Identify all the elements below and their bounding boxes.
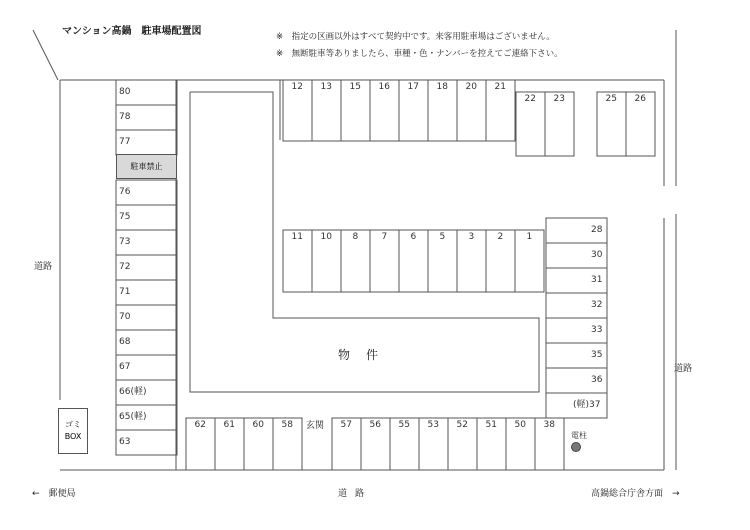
post-office-direction: ← 郵便局: [32, 489, 76, 499]
parking-space-number: 31: [591, 275, 603, 285]
building-label: 物件: [338, 348, 395, 362]
parking-space-number: 11: [291, 232, 303, 242]
note-unauthorized: ※ 無断駐車等ありましたら、車種・色・ナンバーを控えてご連絡下さい。: [276, 49, 563, 59]
parking-space-number: 5: [439, 232, 446, 242]
parking-space-number: 68: [119, 337, 131, 347]
parking-space-number: 75: [119, 212, 131, 222]
parking-space-number: 16: [378, 82, 390, 92]
parking-space-number: 65(軽): [119, 412, 147, 422]
parking-space-number: 55: [398, 420, 410, 430]
parking-space-number: 60: [252, 420, 264, 430]
parking-space-number: 23: [553, 94, 565, 104]
utility-pole-icon: [571, 442, 581, 452]
parking-space-number: 67: [119, 362, 131, 372]
parking-space-number: 56: [369, 420, 381, 430]
parking-space-number: 22: [524, 94, 536, 104]
parking-space-number: 21: [494, 82, 506, 92]
parking-space-number: 62: [194, 420, 206, 430]
parking-space-number: 78: [119, 112, 131, 122]
note-contracted: ※ 指定の区画以外はすべて契約中です。来客用駐車場はございません。: [276, 32, 555, 42]
parking-space-number: 52: [456, 420, 468, 430]
parking-space-number: 50: [514, 420, 526, 430]
garbage-box-label-1: ゴミ: [65, 420, 81, 429]
parking-space-number: 63: [119, 437, 131, 447]
parking-space-number: 38: [543, 420, 555, 430]
parking-space-number: (軽)37: [573, 400, 601, 410]
parking-space-number: 25: [605, 94, 617, 104]
parking-space-number: 28: [591, 225, 603, 235]
parking-space-number: 33: [591, 325, 603, 335]
parking-space-number: 76: [119, 187, 131, 197]
parking-space-number: 15: [349, 82, 361, 92]
parking-space-number: 17: [407, 82, 419, 92]
parking-space-number: 35: [591, 350, 603, 360]
parking-space-number: 18: [436, 82, 448, 92]
parking-space-number: 30: [591, 250, 603, 260]
parking-space-number: 12: [291, 82, 303, 92]
parking-space-number: 58: [281, 420, 293, 430]
road-west-diagonal: [33, 30, 58, 80]
entrance-label: 玄関: [306, 421, 325, 431]
parking-space-number: 70: [119, 312, 131, 322]
parking-space-number: 53: [427, 420, 439, 430]
parking-space-number: 1: [526, 232, 533, 242]
parking-space-number: 80: [119, 87, 131, 97]
parking-space-number: 8: [352, 232, 359, 242]
no-parking-space: 駐車禁止: [116, 154, 177, 179]
government-office-direction: 高鍋総合庁舎方面 →: [591, 489, 680, 499]
parking-space-number: 13: [320, 82, 332, 92]
parking-space-number: 6: [410, 232, 417, 242]
utility-pole-label: 電柱: [571, 431, 587, 440]
parking-space-number: 73: [119, 237, 131, 247]
parking-space-number: 51: [485, 420, 497, 430]
parking-space-number: 77: [119, 137, 131, 147]
parking-space-number: 36: [591, 375, 603, 385]
parking-space-number: 26: [634, 94, 646, 104]
parking-space-number: 32: [591, 300, 603, 310]
parking-space-number: 7: [381, 232, 388, 242]
garbage-box-label-2: BOX: [64, 432, 82, 441]
parking-space-number: 3: [468, 232, 475, 242]
road-bottom-label: 道路: [338, 489, 373, 499]
parking-space-number: 66(軽): [119, 387, 147, 397]
road-east-label: 道路: [674, 364, 693, 374]
parking-space-number: 10: [320, 232, 332, 242]
parking-space-number: 72: [119, 262, 131, 272]
map-title: マンション高鍋 駐車場配置図: [62, 26, 202, 37]
parking-space-number: 20: [465, 82, 477, 92]
parking-space-number: 71: [119, 287, 131, 297]
garbage-box: [58, 408, 88, 454]
road-west-label: 道路: [34, 262, 53, 272]
parking-space-number: 57: [340, 420, 352, 430]
building-outline: [190, 92, 539, 392]
parking-space-number: 2: [497, 232, 504, 242]
parking-space-number: 61: [223, 420, 235, 430]
